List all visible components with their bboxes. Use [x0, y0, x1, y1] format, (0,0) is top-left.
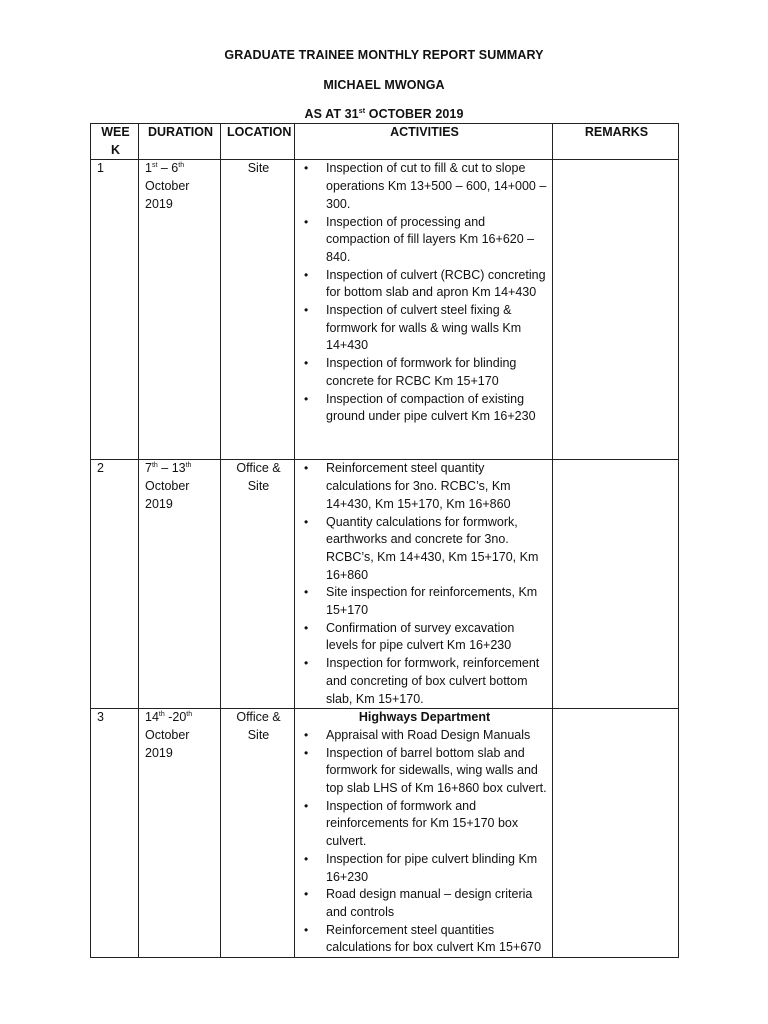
bullet-icon: •: [304, 514, 309, 529]
duration-month: October 2019: [145, 479, 190, 511]
activity-text: Inspection of processing and compaction of fill layers Km 16+620 – 840.: [326, 214, 535, 264]
duration-start-ordinal: th: [151, 462, 158, 470]
bullet-icon: •: [304, 620, 309, 635]
week-cell: 1: [91, 160, 139, 460]
activity-text: Appraisal with Road Design Manuals: [326, 727, 531, 742]
remarks-cell: [553, 460, 679, 709]
activity-item: [301, 584, 548, 619]
activities-list: [301, 160, 548, 426]
report-date-ordinal: st: [358, 108, 366, 115]
duration-separator: -20: [164, 710, 187, 725]
activity-text: Reinforcement steel quantity calculations for 3no. RCBC’s, Km 14+430, Km 15+170, Km 16+860: [326, 461, 511, 511]
duration-header: DURATION: [139, 124, 221, 160]
location-cell: Office & Site: [221, 709, 295, 958]
report-date: [0, 107, 768, 121]
duration-separator: – 6: [157, 161, 179, 176]
duration-cell: [139, 709, 221, 958]
duration-end-ordinal: th: [178, 162, 185, 170]
duration-cell: [139, 460, 221, 709]
activities-cell: [295, 460, 553, 709]
duration-start-ordinal: st: [151, 162, 158, 170]
bullet-icon: •: [304, 656, 309, 671]
activity-item: [301, 267, 548, 302]
duration-separator: – 13: [157, 461, 186, 476]
activities-cell: [295, 709, 553, 958]
table-header-row: [91, 124, 679, 160]
activities-department-heading: Highways Department: [358, 710, 491, 725]
activity-item: [301, 302, 548, 355]
bullet-icon: •: [304, 745, 309, 760]
activity-text: Road design manual – design criteria and controls: [326, 887, 533, 919]
duration-end-ordinal: th: [185, 462, 192, 470]
activity-text: Inspection for pipe culvert blinding Km 16+230: [326, 851, 538, 884]
bullet-icon: •: [304, 922, 309, 937]
activities-cell: [295, 160, 553, 460]
activity-text: Quantity calculations for formwork, earthworks and concrete for 3no. RCBC’s, Km 14+430, Km 15+170, Km 16+860: [326, 514, 539, 582]
bullet-icon: •: [304, 585, 309, 600]
duration-month: October 2019: [145, 179, 190, 211]
activity-item: [301, 655, 548, 708]
bullet-icon: •: [304, 161, 309, 176]
activity-item: [301, 214, 548, 267]
duration-cell: [139, 160, 221, 460]
activity-item: [301, 355, 548, 390]
activity-item: [301, 727, 548, 745]
activity-item: [301, 514, 548, 585]
report-table: [90, 123, 679, 958]
activity-item: [301, 886, 548, 921]
activities-list: [301, 727, 548, 957]
bullet-icon: •: [304, 798, 309, 813]
bullet-icon: •: [304, 267, 309, 282]
report-date-prefix: AS AT 31: [304, 107, 359, 121]
week-cell: 3: [91, 709, 139, 958]
bullet-icon: •: [304, 391, 309, 406]
location-cell: Office & Site: [221, 460, 295, 709]
bullet-icon: •: [304, 887, 309, 902]
bullet-icon: •: [304, 214, 309, 229]
location-cell: Site: [221, 160, 295, 460]
activity-text: Inspection of culvert steel fixing & formwork for walls & wing walls Km 14+430: [326, 303, 522, 353]
remarks-header: REMARKS: [553, 124, 679, 160]
week-cell: 2: [91, 460, 139, 709]
activity-text: Inspection of culvert (RCBC) concreting for bottom slab and apron Km 14+430: [326, 267, 546, 300]
activity-item: [301, 460, 548, 513]
activity-text: Inspection of barrel bottom slab and formwork for sidewalls, wing walls and top slab LHS of Km 16+860 box culvert.: [326, 745, 547, 796]
activity-text: Reinforcement steel quantities calculations for box culvert Km 15+670: [326, 922, 542, 955]
activity-item: [301, 798, 548, 851]
duration-month: October 2019: [145, 727, 190, 760]
duration-start: 7: [145, 461, 152, 476]
activity-item: [301, 620, 548, 655]
activity-item: [301, 922, 548, 957]
report-title: GRADUATE TRAINEE MONTHLY REPORT SUMMARY: [224, 48, 544, 62]
activity-text: Inspection of compaction of existing ground under pipe culvert Km 16+230: [326, 391, 536, 424]
table-row: [91, 709, 679, 958]
bullet-icon: •: [304, 356, 309, 371]
activity-item: [301, 851, 548, 886]
bullet-icon: •: [304, 303, 309, 318]
activity-text: Inspection for formwork, reinforcement and concreting of box culvert bottom slab, Km 15+170.: [326, 656, 540, 706]
activity-text: Site inspection for reinforcements, Km 15+170: [326, 585, 538, 618]
activity-item: [301, 745, 548, 798]
remarks-cell: [553, 709, 679, 958]
table-row: [91, 460, 679, 709]
duration-end-ordinal: th: [186, 711, 193, 719]
duration-start-ordinal: th: [158, 711, 165, 719]
bullet-icon: •: [304, 851, 309, 866]
activity-item: [301, 160, 548, 213]
activity-item: [301, 391, 548, 426]
activity-text: Confirmation of survey excavation levels for pipe culvert Km 16+230: [326, 620, 515, 653]
trainee-name: MICHAEL MWONGA: [323, 78, 445, 92]
activity-text: Inspection of cut to fill & cut to slope operations Km 13+500 – 600, 14+000 – 300.: [326, 161, 547, 211]
activity-text: Inspection of formwork and reinforcements for Km 15+170 box culvert.: [326, 798, 519, 849]
bullet-icon: •: [304, 727, 309, 742]
remarks-cell: [553, 160, 679, 460]
bullet-icon: •: [304, 461, 309, 476]
report-date-suffix: OCTOBER 2019: [368, 107, 464, 121]
location-header: LOCATION: [221, 124, 295, 160]
table-row: [91, 160, 679, 460]
week-header: WEE K: [91, 124, 139, 160]
activities-list: [301, 460, 548, 708]
activities-header: ACTIVITIES: [295, 124, 553, 160]
duration-start: 14: [145, 710, 159, 725]
duration-start: 1: [145, 161, 152, 176]
activity-text: Inspection of formwork for blinding concrete for RCBC Km 15+170: [326, 356, 517, 388]
